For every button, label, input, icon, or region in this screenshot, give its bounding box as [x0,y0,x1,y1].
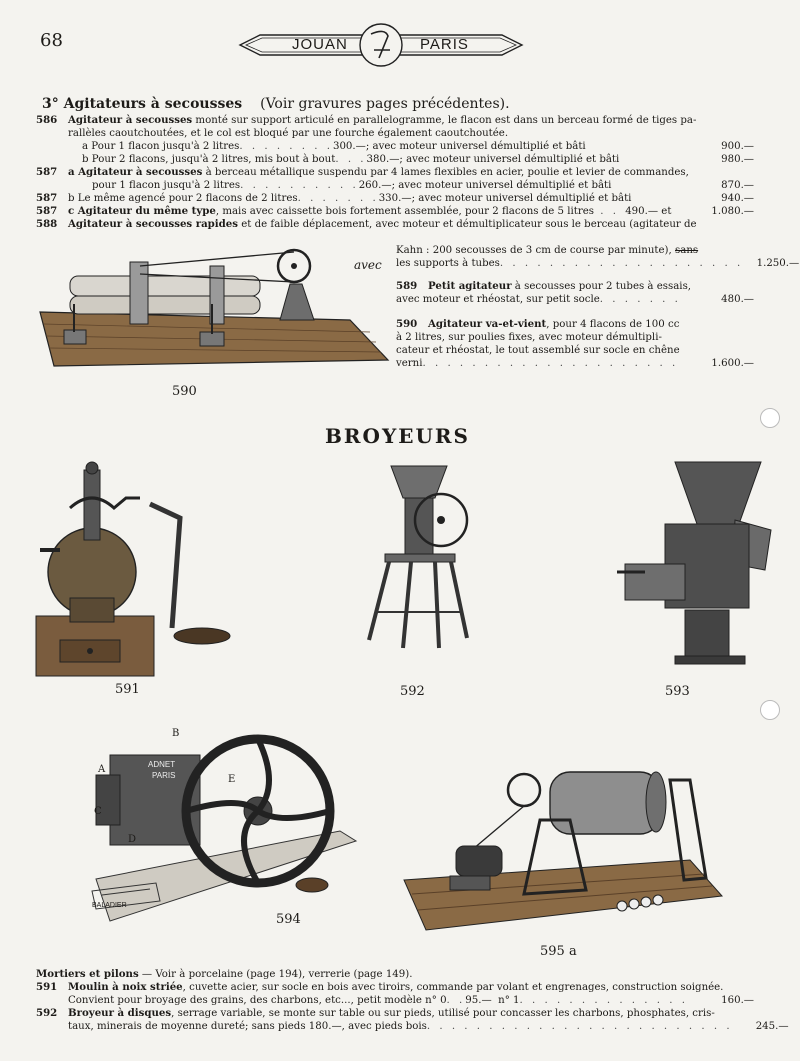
entry-number: 588 [36,218,58,230]
price: 1.250.— [756,258,800,269]
entry-name: Agitateur à secousses [68,114,193,126]
figure-594-illustration [90,715,360,945]
figure-594-letter-a: A [98,764,106,775]
entry-text: , mais avec caissette bois fortement assemblée, pour 2 flacons de 5 litres [215,206,594,217]
entry-592-cont: taux, minerais de moyenne dureté; sans pieds 180.—, avec pieds bois . . . . . . . . . . . . . . . . . . . . . . . . . 245.— [68,1021,789,1032]
price: 330.— [378,193,412,204]
entry-586a: a Pour 1 flacon jusqu'à 2 litres . . . . . . . . 300.— ; avec moteur universel démultiplié et bâti 900.— [82,141,754,152]
entry-587c: 587 c Agitateur du même type, mais avec caissette bois fortement assemblée, pour 2 flacons de 5 litres . . 490.— et 1.080.— [36,205,754,217]
entry-label: b Pour 2 flacons, jusqu'à 2 litres, mis bout à bout [82,154,336,165]
entry-number: 587 [36,205,58,217]
price: 940.— [721,193,754,204]
figure-590-caption: 590 [172,384,197,399]
entry-590: 590 Agitateur va-et-vient, pour 4 flacons de 100 cc à 2 litres, sur poulies fixes, avec moteur démultipli- cateur et rhéostat, le tout assemblé sur socle en chêne verni . . . . . . . . . . . . . . . . . . . . . 1.600.— [396,318,754,369]
entry-label: b Le même agencé pour 2 flacons de 2 litres [68,193,298,204]
entry-text: n° 1 [498,995,520,1006]
price: 490.— et [625,206,672,217]
entry-text: et de faible déplacement, avec moteur et démultiplicateur sous le berceau (agitateur de [238,219,697,230]
figure-595a-caption: 595 a [540,944,577,959]
logo-frame [238,22,524,68]
figure-591-caption: 591 [115,682,140,697]
entry-text: à secousses pour 2 tubes à essais, [511,281,692,292]
figure-594-caption: 594 [276,912,301,927]
price: 870.— [721,180,754,191]
figure-592-caption: 592 [400,684,425,699]
entry-name: Agitateur va-et-vient [428,318,547,330]
entry-text: pour 1 flacon jusqu'à 2 litres [92,180,241,191]
binder-hole [760,408,780,428]
figure-593-illustration [615,460,775,670]
entry-name: a Agitateur à secousses [68,166,203,178]
price: 245.— [755,1021,789,1032]
entry-label: a Pour 1 flacon jusqu'à 2 litres [82,141,240,152]
logo-left-text: JOUAN [292,36,348,53]
entry-text: taux, minerais de moyenne dureté; sans pieds 180.—, avec pieds bois [68,1021,427,1032]
entry-text: — Voir à porcelaine (page 194), verrerie (page 149). [138,969,413,980]
binder-hole [760,700,780,720]
section-heading [42,96,510,112]
entry-number: 590 [396,318,418,330]
figure-595a-illustration [400,760,730,940]
price: 95.— [465,995,492,1006]
entry-587a-cont: pour 1 flacon jusqu'à 2 litres . . . . . . . . . . 260.— ; avec moteur universel démultiplié et bâti 870.— [92,180,754,191]
entry-text: les supports à tubes [396,258,500,269]
price: 480.— [721,294,754,305]
price: 1.600.— [711,358,754,369]
entry-number: 587 [36,192,58,204]
entry-586 [36,114,754,127]
entry-name: Mortiers et pilons [36,968,139,980]
figure-594-mark: ADNET [148,760,176,769]
entry-text: , cuvette acier, sur socle en bois avec tiroirs, commande par volant et engrenages, construction soignée. [182,982,724,993]
price: 900.— [721,141,754,152]
section-note: (Voir gravures pages précédentes). [260,96,510,112]
entry-text: Kahn : 200 secousses de 3 cm de course par minute), [396,245,672,256]
price: 380.— [366,154,400,165]
broyeurs-entries [36,968,789,1033]
entry-text: avec moteur et rhéostat, sur petit socle [396,294,600,305]
logo-right-text: PARIS [420,36,469,53]
entry-text: Convient pour broyage des grains, des charbons, etc..., petit modèle n° 0 [68,995,447,1006]
entry-text: , serrage variable, se monte sur table ou sur pieds, utilisé pour concasser les charbons, phosphates, cris- [171,1008,715,1019]
price: 980.— [721,154,754,165]
entry-text: ; avec moteur universel démultiplié et bâti [411,193,632,204]
entry-name: Petit agitateur [428,280,512,292]
figure-594-letter-c: C [94,806,102,817]
entry-591-cont: Convient pour broyage des grains, des charbons, etc..., petit modèle n° 0 . . 95.— n° 1 . . . . . . . . . . . . . . 160.— [68,995,754,1006]
price: 300.— [332,141,366,152]
entry-588-cont: Kahn : 200 secousses de 3 cm de course par minute), sans les supports à tubes . . . . . . . . . . . . . . . . . . . . 1.250.— [396,245,800,269]
price: 160.— [721,995,754,1006]
page-number: 68 [40,30,63,51]
entry-591 [36,981,754,994]
entry-text: , pour 4 flacons de 100 cc [546,319,680,330]
entry-587b: 587 b Le même agencé pour 2 flacons de 2 litres . . . . . . . 330.— ; avec moteur universel démultiplié et bâti 940.— [36,192,754,204]
entry-text: ; avec moteur universel démultiplié et bâti [365,141,586,152]
entry-name: Broyeur à disques [68,1007,172,1019]
entry-text: ; avec moteur universel démultiplié et bâti [399,154,620,165]
price: 1.080.— [711,206,754,217]
entry-number: 591 [36,981,58,993]
engraver-signature: BALADIER [92,902,127,909]
jouan-paris-logo [238,22,524,68]
entry-number: 592 [36,1007,58,1019]
figure-594-mark-2: PARIS [152,771,176,780]
entry-587a [36,166,754,179]
entry-name: Moulin à noix striée [68,981,183,993]
entry-589: 589 Petit agitateur à secousses pour 2 tubes à essais, avec moteur et rhéostat, sur petit socle . . . . . . . 480.— [396,280,754,305]
figure-594-letter-b: B [172,728,180,739]
entry-name: Agitateur à secousses rapides [68,218,239,230]
figure-590-illustration [40,244,390,374]
broyeurs-heading: BROYEURS [325,424,470,448]
section-heading-text: 3° Agitateurs à secousses [42,96,243,112]
entry-586b: b Pour 2 flacons, jusqu'à 2 litres, mis bout à bout . . . 380.— ; avec moteur universel démultiplié et bâti 980.— [82,154,754,165]
agitateurs-entries [36,114,754,231]
price: 260.— [358,180,392,191]
figure-593-caption: 593 [665,684,690,699]
entry-number: 587 [36,166,58,178]
entry-name: c Agitateur du même type [68,205,216,217]
entry-text: monté sur support articulé en parallelogramme, le flacon est dans un berceau formé de tiges pa- [192,115,697,126]
figure-592-illustration [345,462,505,662]
entry-text: verni [396,358,423,369]
struck-text: sans [675,245,699,256]
entry-number: 586 [36,114,58,126]
entry-592 [36,1007,754,1020]
entry-text: à 2 litres, sur poulies fixes, avec moteur démultipli- [396,332,662,343]
entry-text: ; avec moteur universel démultiplié et bâti [391,180,612,191]
figure-591-illustration [30,458,220,680]
entry-number: 589 [396,280,418,292]
mortiers-line [36,968,754,981]
figure-594-letter-d: D [128,834,137,845]
entry-text: à berceau métallique suspendu par 4 lames flexibles en acier, poulie et levier de commandes, [202,167,689,178]
entry-588 [36,218,754,231]
figure-594-letter-e: E [228,774,236,785]
entry-text: cateur et rhéostat, le tout assemblé sur socle en chêne [396,345,680,356]
entry-586-cont [36,127,754,140]
entry-text: rallèles caoutchoutées, et le col est bloqué par une fourche également caoutchoutée. [68,128,509,139]
handwritten-note: avec [354,258,382,272]
